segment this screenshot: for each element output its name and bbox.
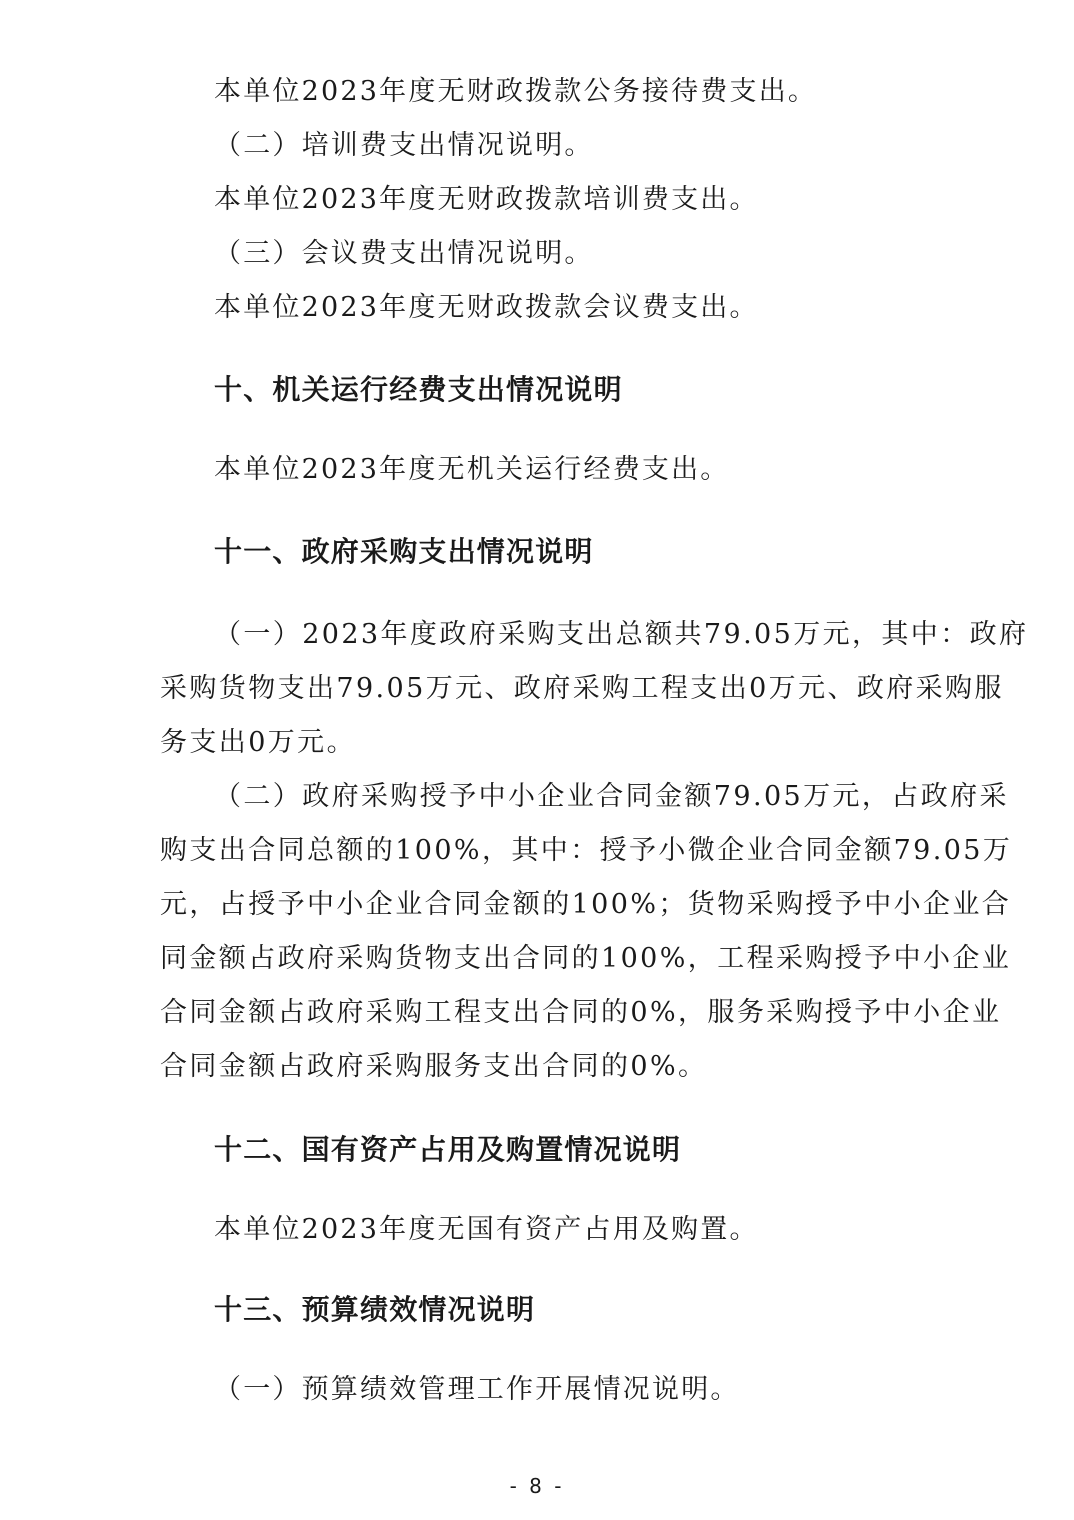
paragraph-line: （一）2023年度政府采购支出总额共79.05万元，其中：政府 [214,619,1029,650]
section-heading-10: 十、机关运行经费支出情况说明 [214,373,623,406]
subheading-training-expense: （二）培训费支出情况说明。 [214,130,594,161]
paragraph-line: （二）政府采购授予中小企业合同金额79.05万元，占政府采 [214,781,1009,812]
paragraph-procurement-sme [160,770,1013,1094]
section-heading-13: 十三、预算绩效情况说明 [214,1293,536,1326]
subheading-performance-management: （一）预算绩效管理工作开展情况说明。 [214,1374,740,1405]
page-number: - 8 - [509,1474,565,1498]
paragraph-meeting-expense: 本单位2023年度无财政拨款会议费支出。 [214,292,759,323]
paragraph-line: 务支出0万元。 [160,727,356,758]
paragraph-line: 采购货物支出79.05万元、政府采购工程支出0万元、政府采购服 [160,673,1004,704]
section-heading-12: 十二、国有资产占用及购置情况说明 [214,1133,682,1166]
paragraph-section-10: 本单位2023年度无机关运行经费支出。 [214,454,730,485]
paragraph-line: 购支出合同总额的100%，其中：授予小微企业合同金额79.05万 [160,835,1013,866]
paragraph-procurement-total [160,608,1029,770]
paragraph-section-12: 本单位2023年度无国有资产占用及购置。 [214,1214,759,1245]
section-heading-11: 十一、政府采购支出情况说明 [214,535,594,568]
paragraph-reception-expense: 本单位2023年度无财政拨款公务接待费支出。 [214,76,818,107]
paragraph-line: 元，占授予中小企业合同金额的100%；货物采购授予中小企业合 [160,889,1012,920]
paragraph-line: 合同金额占政府采购工程支出合同的0%，服务采购授予中小企业 [160,997,1002,1028]
paragraph-line: 合同金额占政府采购服务支出合同的0%。 [160,1051,708,1082]
subheading-meeting-expense: （三）会议费支出情况说明。 [214,238,594,269]
paragraph-line: 同金额占政府采购货物支出合同的100%，工程采购授予中小企业 [160,943,1012,974]
paragraph-training-expense: 本单位2023年度无财政拨款培训费支出。 [214,184,759,215]
